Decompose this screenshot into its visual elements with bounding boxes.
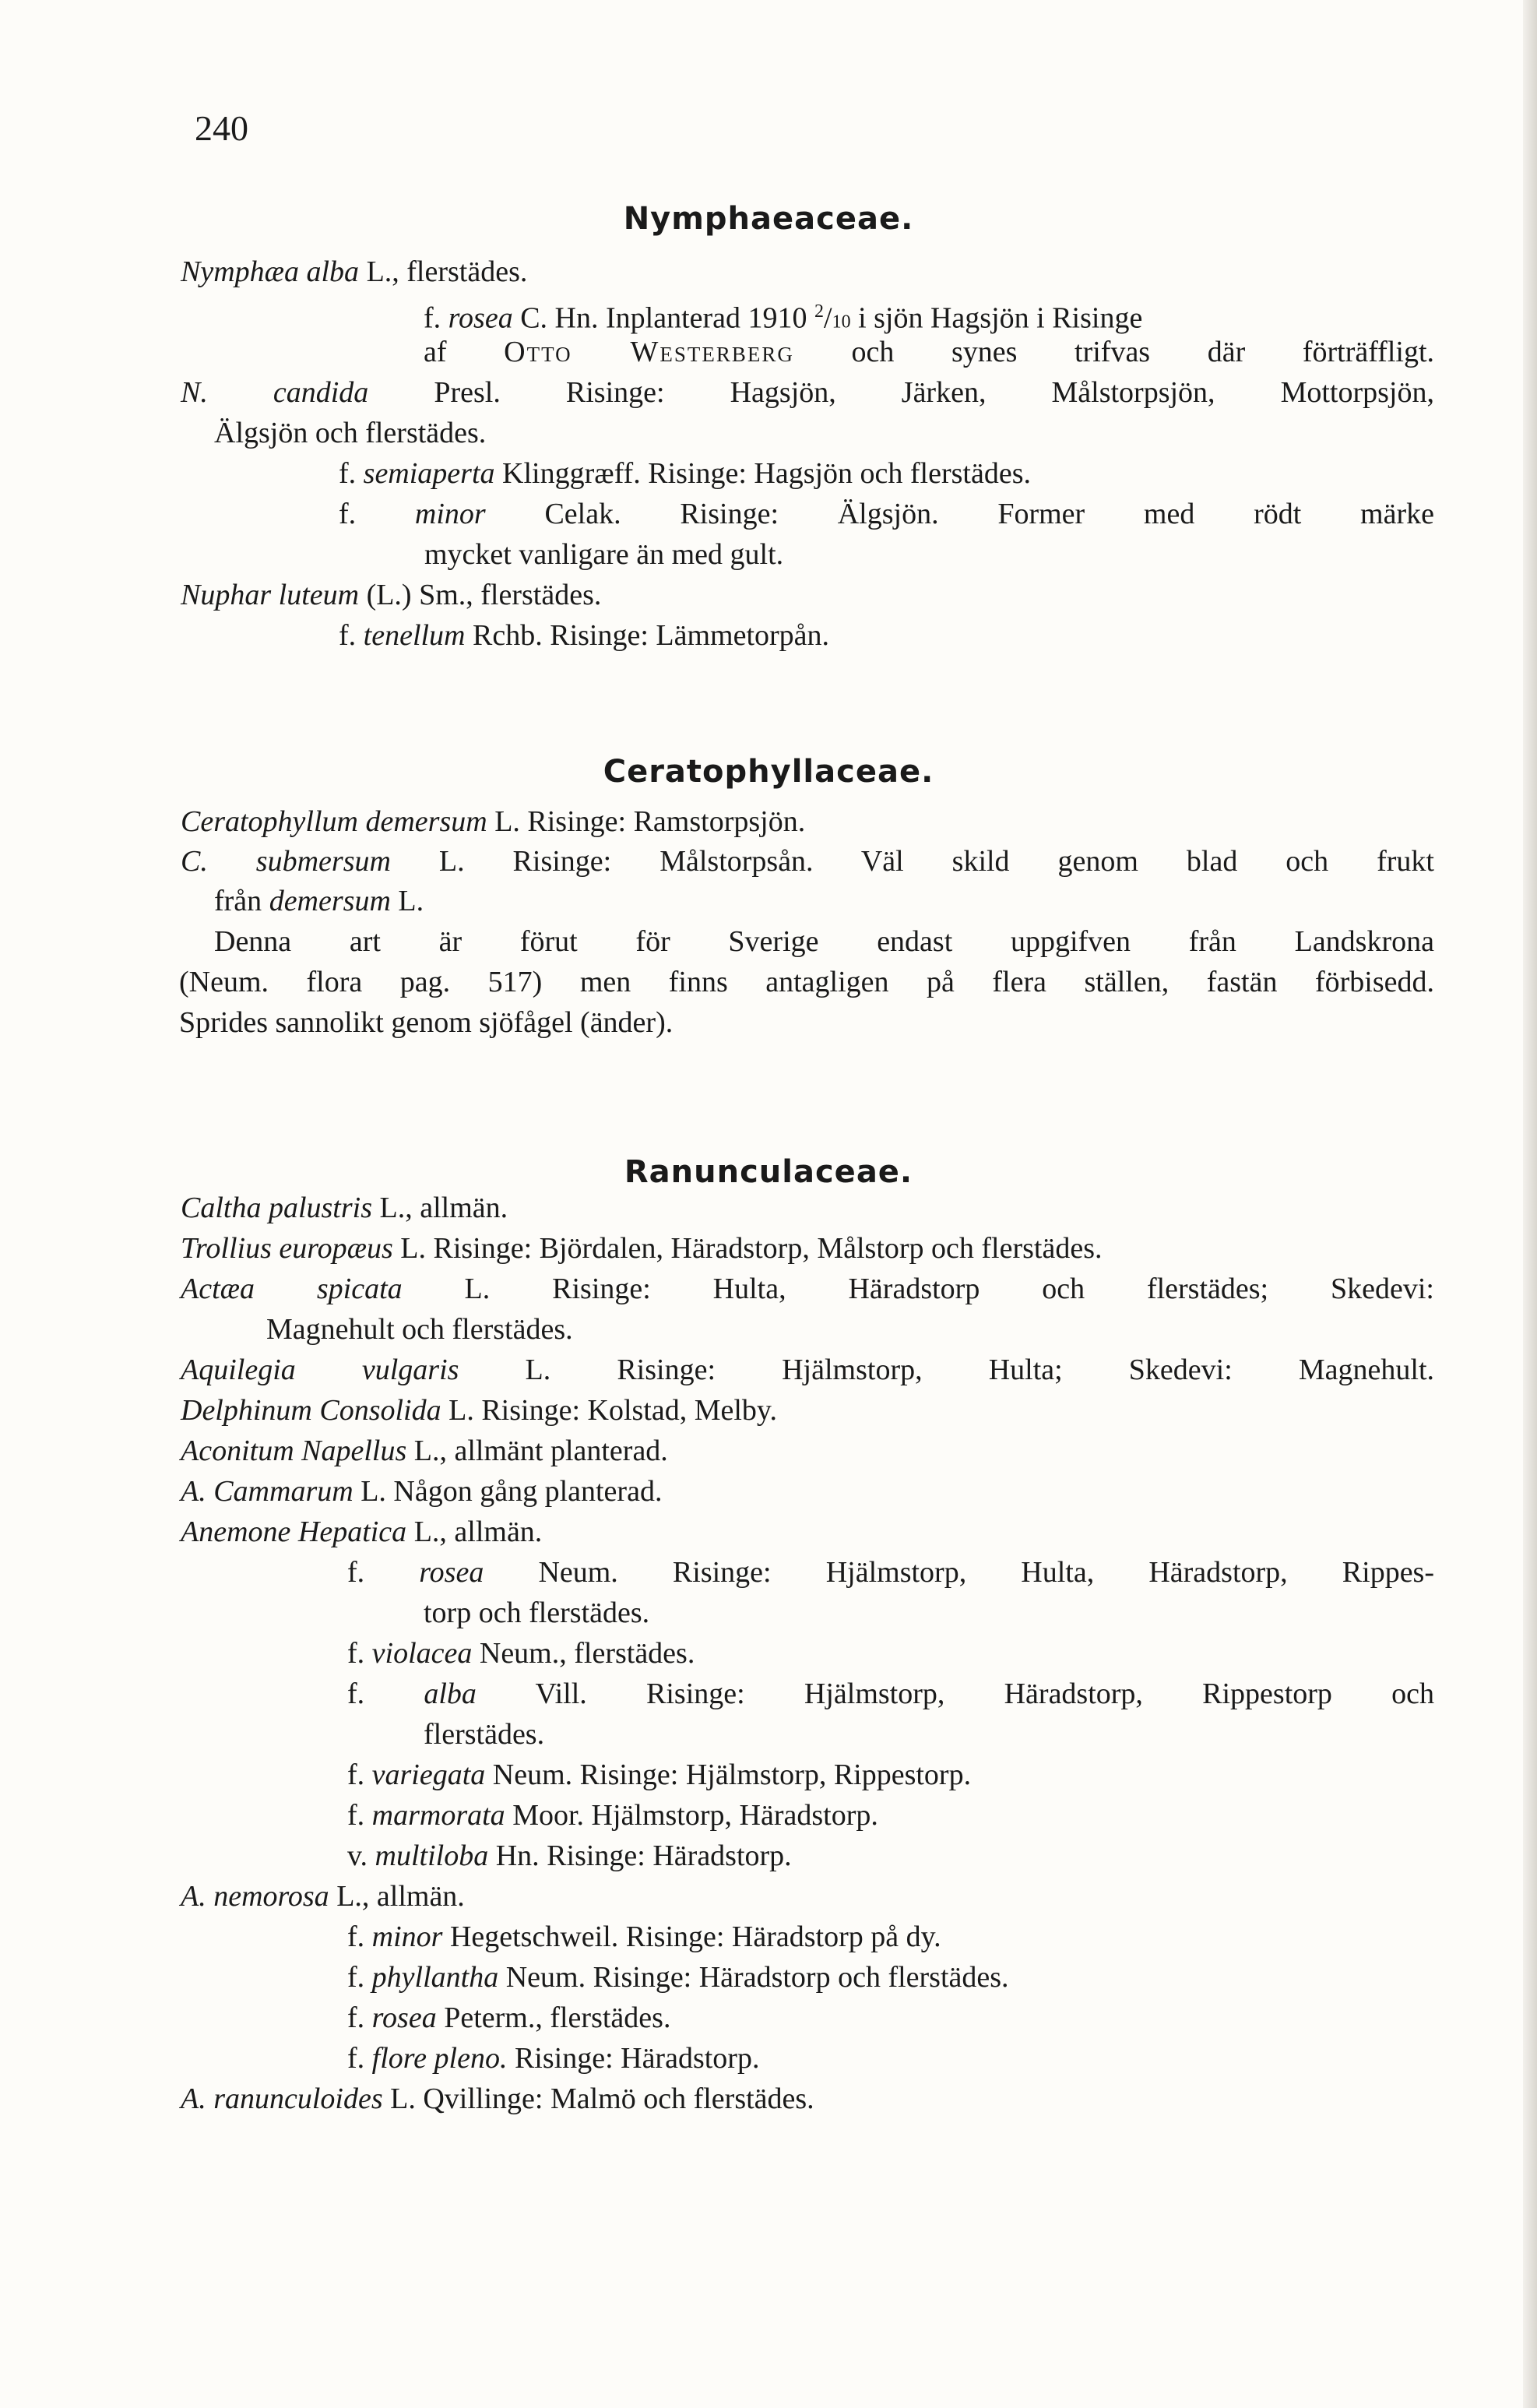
- text-line: [424, 332, 1434, 372]
- taxon-name: flore pleno.: [371, 2042, 508, 2075]
- text-line: [181, 1269, 1434, 1309]
- text-run: Hn. Risinge: Häradstorp.: [488, 1839, 792, 1872]
- text-run: Hegetschweil. Risinge: Häradstorp på dy.: [442, 1920, 941, 1953]
- text-line: [181, 252, 527, 292]
- taxon-name: alba: [424, 1678, 477, 1710]
- text-run: L. Qvillinge: Malmö och flerstädes.: [382, 2082, 814, 2115]
- text-run: Neum. Risinge: Hjälmstorp, Hulta, Häradstorp, Rippes-: [484, 1556, 1434, 1589]
- text-line: [347, 2038, 759, 2079]
- text-run: torp och flerstädes.: [424, 1597, 650, 1629]
- taxon-name: Caltha palustris: [181, 1192, 372, 1224]
- text-run: L., allmän.: [406, 1516, 543, 1548]
- taxon-name: A. nemorosa: [181, 1880, 329, 1913]
- text-run: f.: [347, 1758, 372, 1791]
- text-line: [347, 1674, 1434, 1714]
- text-line: [181, 1350, 1434, 1390]
- text-run: Rchb. Risinge: Lämmetorpån.: [465, 619, 830, 652]
- taxon-name: Ceratophyllum demersum: [181, 805, 487, 838]
- heading-nymphaeaceae: Nymphaeaceae.: [623, 201, 914, 237]
- taxon-name: Actæa spicata: [181, 1273, 403, 1305]
- text-line: [181, 575, 601, 615]
- text-line: [181, 1188, 508, 1228]
- text-line: [266, 1309, 573, 1350]
- text-run: Magnehult och flerstädes.: [266, 1313, 573, 1346]
- text-run: Risinge: Häradstorp.: [507, 2042, 760, 2075]
- text-run: och synes trifvas där förträffligt.: [793, 336, 1435, 368]
- taxon-name: phyllantha: [371, 1961, 499, 1994]
- heading-ranunculaceae: Ranunculaceae.: [624, 1154, 913, 1190]
- text-line: [424, 1714, 544, 1755]
- taxon-name: demersum: [269, 885, 391, 917]
- text-run: Vill. Risinge: Hjälmstorp, Häradstorp, Rippestorp och: [476, 1678, 1435, 1710]
- taxon-name: minor: [414, 498, 486, 530]
- text-run: Peterm., flerstädes.: [436, 2001, 671, 2034]
- taxon-name: C. submersum: [181, 845, 391, 878]
- date-numerator: 2: [814, 301, 825, 322]
- text-run: f.: [347, 1678, 424, 1710]
- taxon-name: minor: [371, 1920, 443, 1953]
- text-run: C. Hn. Inplanterad 1910: [512, 301, 815, 335]
- page-number: 240: [195, 108, 248, 148]
- taxon-name: semiaperta: [363, 457, 495, 490]
- text-run: L., allmän.: [372, 1192, 508, 1224]
- taxon-name: N. candida: [181, 376, 369, 409]
- text-run: Sprides sannolikt genom sjöfågel (änder).: [179, 1006, 674, 1039]
- taxon-name: multiloba: [375, 1839, 489, 1872]
- text-line: [181, 1471, 662, 1512]
- text-line: [347, 1552, 1434, 1593]
- text-line: [181, 801, 805, 842]
- text-run: f.: [339, 457, 364, 490]
- text-line: [347, 1795, 878, 1836]
- text-line: [347, 1917, 941, 1957]
- text-line: [181, 841, 1434, 882]
- text-run: L., allmänt planterad.: [406, 1435, 668, 1467]
- text-run: f.: [339, 619, 364, 652]
- text-run: f.: [424, 301, 448, 335]
- text-line: [339, 494, 1434, 534]
- text-line: [179, 962, 1434, 1002]
- text-run: f.: [347, 1961, 372, 1994]
- text-run: f.: [347, 1637, 372, 1670]
- taxon-name: Aconitum Napellus: [181, 1435, 407, 1467]
- taxon-name: tenellum: [363, 619, 466, 652]
- taxon-name: Trollius europæus: [181, 1232, 393, 1265]
- taxon-name: rosea: [419, 1556, 484, 1589]
- taxon-name: A. Cammarum: [181, 1475, 353, 1508]
- text-run: Moor. Hjälmstorp, Häradstorp.: [505, 1799, 878, 1832]
- text-run: Denna art är förut för Sverige endast uppgifven från Landskrona: [214, 925, 1434, 958]
- text-run: Presl. Risinge: Hagsjön, Järken, Målstorpsjön, Mottorpsjön,: [368, 376, 1434, 409]
- text-run: L. Risinge: Kolstad, Melby.: [441, 1394, 777, 1427]
- text-line: [347, 1836, 792, 1876]
- text-run: f.: [347, 2001, 372, 2034]
- taxon-name: rosea: [371, 2001, 437, 2034]
- text-run: f.: [347, 1920, 372, 1953]
- text-run: f.: [347, 1556, 420, 1589]
- text-run: Neum. Risinge: Hjälmstorp, Rippestorp.: [485, 1758, 972, 1791]
- text-line: [179, 1002, 673, 1043]
- text-line: [339, 453, 1031, 494]
- taxon-name: Aquilegia vulgaris: [181, 1354, 459, 1386]
- text-line: [181, 1431, 668, 1471]
- text-line: [181, 1512, 542, 1552]
- text-run: af: [424, 336, 505, 368]
- person-name: Otto Westerberg: [504, 336, 794, 368]
- text-line: [214, 413, 486, 453]
- text-run: L. Någon gång planterad.: [353, 1475, 663, 1508]
- text-line: [214, 921, 1434, 962]
- text-line: [424, 534, 783, 575]
- taxon-name: Delphinum Consolida: [181, 1394, 441, 1427]
- text-run: v.: [347, 1839, 375, 1872]
- taxon-name: marmorata: [371, 1799, 505, 1832]
- taxon-name: Nuphar luteum: [181, 579, 360, 611]
- text-line: [181, 2079, 814, 2119]
- text-line: [347, 1633, 695, 1674]
- text-line: [347, 1957, 1009, 1998]
- taxon-name: A. ranunculoides: [181, 2082, 383, 2115]
- text-run: f.: [339, 498, 415, 530]
- text-run: Älgsjön och flerstädes.: [214, 417, 487, 449]
- page-edge: [1523, 0, 1537, 2408]
- text-run: mycket vanligare än med gult.: [424, 538, 784, 571]
- text-run: flerstädes.: [424, 1718, 545, 1751]
- taxon-name: rosea: [448, 301, 513, 335]
- text-run: Neum. Risinge: Häradstorp och flerstädes.: [498, 1961, 1009, 1994]
- taxon-name: Nymphæa alba: [181, 255, 360, 288]
- date-denominator: 10: [832, 312, 851, 333]
- taxon-name: Anemone Hepatica: [181, 1516, 407, 1548]
- text-run: L., allmän.: [329, 1880, 465, 1913]
- text-run: f.: [347, 1799, 372, 1832]
- text-run: från: [214, 885, 269, 917]
- text-line: [181, 1876, 465, 1917]
- taxon-name: violacea: [371, 1637, 473, 1670]
- text-line: [347, 1755, 971, 1795]
- taxon-name: variegata: [371, 1758, 486, 1791]
- text-run: Neum., flerstädes.: [472, 1637, 695, 1670]
- text-line: [214, 881, 424, 921]
- text-run: Klinggræff. Risinge: Hagsjön och flerstädes.: [494, 457, 1032, 490]
- text-run: f.: [347, 2042, 372, 2075]
- text-run: i sjön Hagsjön i Risinge: [850, 301, 1143, 335]
- text-line: [181, 372, 1434, 413]
- text-line: [181, 1228, 1103, 1269]
- text-run: L., flerstädes.: [359, 255, 528, 288]
- text-run: L. Risinge: Ramstorpsjön.: [487, 805, 806, 838]
- text-line: [347, 1998, 670, 2038]
- text-run: L. Risinge: Hulta, Häradstorp och flerstädes; Skedevi:: [402, 1273, 1434, 1305]
- text-run: L. Risinge: Hjälmstorp, Hulta; Skedevi: Magnehult.: [459, 1354, 1435, 1386]
- text-line: [424, 1593, 649, 1633]
- text-run: L. Risinge: Målstorpsån. Väl skild genom blad och frukt: [390, 845, 1434, 878]
- text-line: [339, 615, 829, 656]
- text-run: /: [824, 301, 832, 335]
- heading-ceratophyllaceae: Ceratophyllaceae.: [603, 754, 934, 790]
- text-run: L.: [390, 885, 424, 917]
- text-run: (L.) Sm., flerstädes.: [359, 579, 602, 611]
- text-line: [181, 1390, 777, 1431]
- text-run: Celak. Risinge: Älgsjön. Former med rödt märke: [485, 498, 1434, 530]
- text-run: L. Risinge: Björdalen, Häradstorp, Målstorp och flerstädes.: [392, 1232, 1103, 1265]
- text-run: (Neum. flora pag. 517) men finns antagligen på flera ställen, fastän förbisedd.: [179, 966, 1434, 998]
